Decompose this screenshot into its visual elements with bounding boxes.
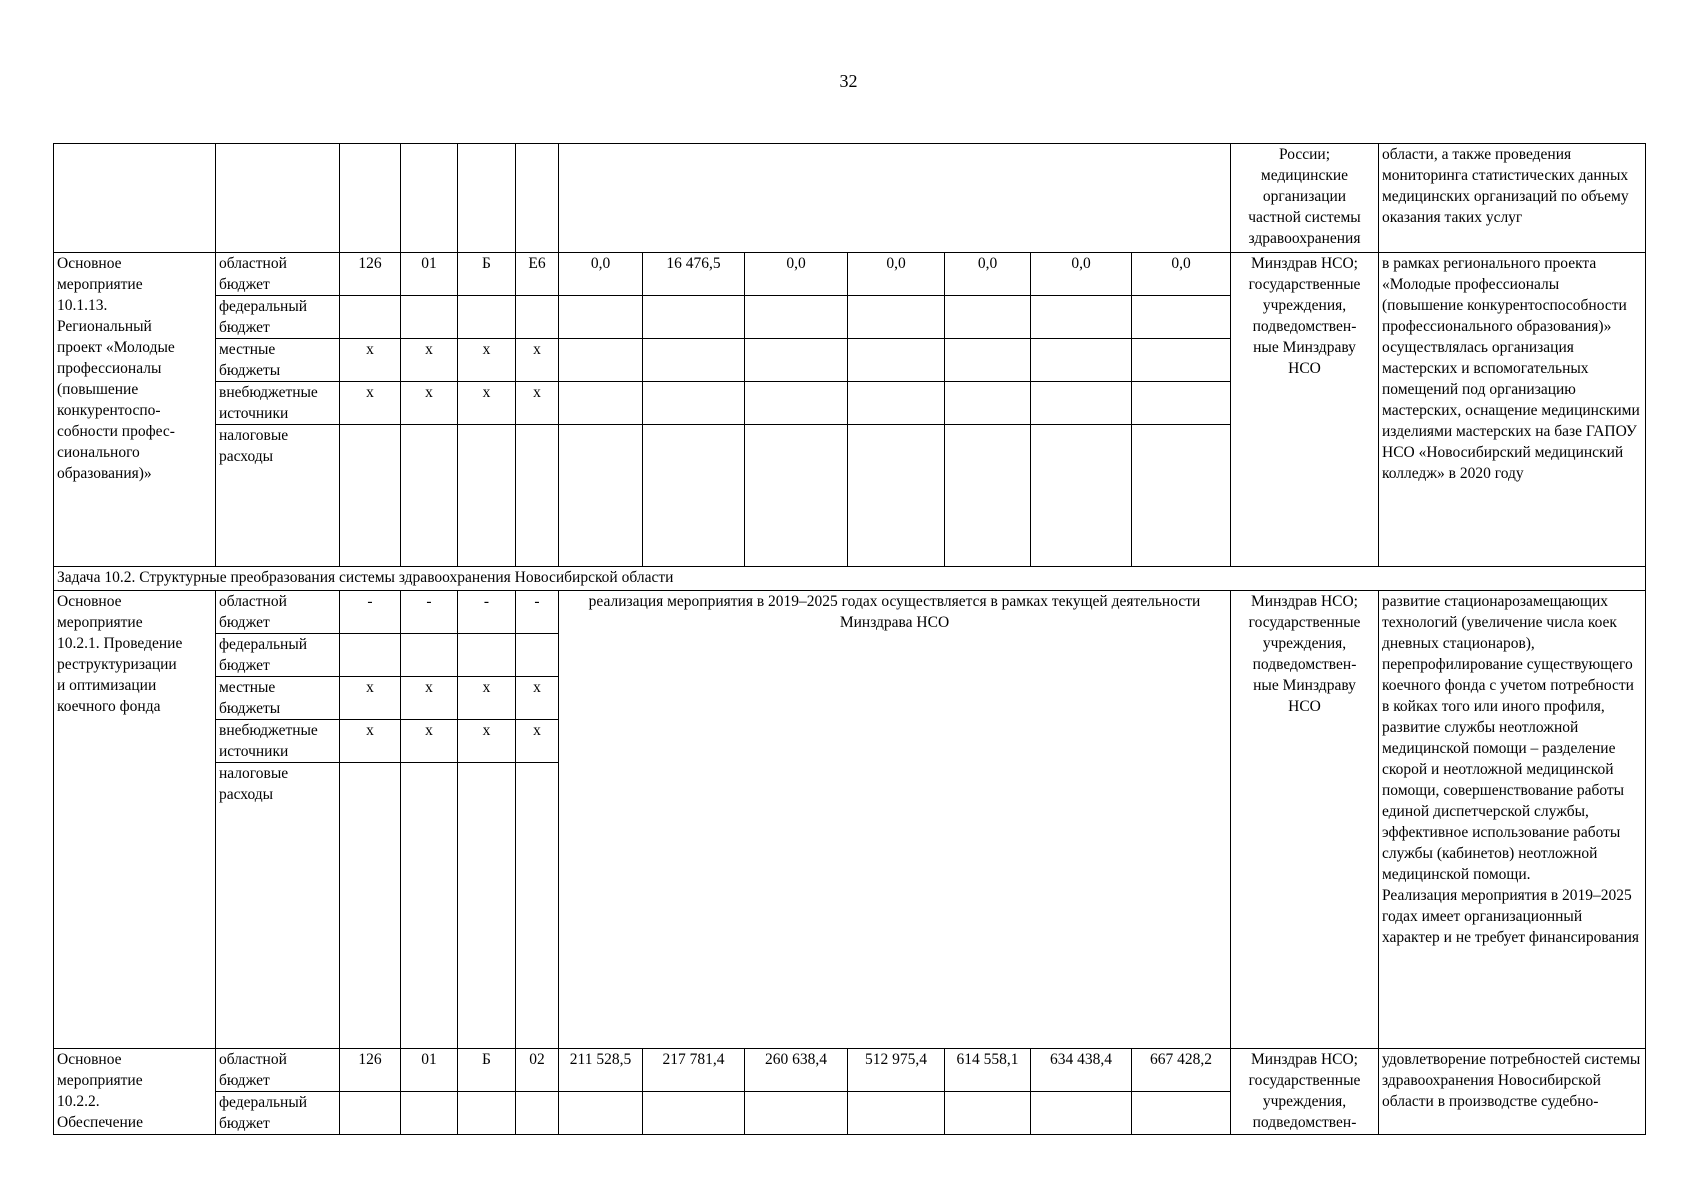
source-label: федеральный бюджет	[216, 1092, 340, 1135]
code-cell: х	[458, 720, 516, 763]
executor-cell: Минздрав НСО; государственные учреждения, подведомствен-	[1231, 1049, 1379, 1135]
task-row	[54, 567, 1646, 591]
code-cell: Б	[458, 1049, 516, 1092]
source-label: местные бюджеты	[216, 677, 340, 720]
code-cell: 02	[516, 1049, 559, 1092]
code-cell: -	[401, 591, 458, 634]
source-label: местные бюджеты	[216, 339, 340, 382]
code-cell: х	[458, 339, 516, 382]
code-cell: х	[401, 720, 458, 763]
result-cell: области, а также проведения мониторинга статистических данных медицинских организаций по объему оказания таких услуг	[1379, 144, 1646, 253]
value-cell: 217 781,4	[643, 1049, 745, 1092]
code-cell: 126	[340, 1049, 401, 1092]
source-label: налоговые расходы	[216, 425, 340, 567]
table-row	[54, 253, 1646, 296]
value-cell: 0,0	[945, 253, 1031, 296]
code-cell: х	[516, 677, 559, 720]
result-cell: в рамках регионального проекта «Молодые профессионалы (повышение конкурентоспособности профессионального образования)» осуществлялась организация мастерских и вспомогательных помещений под организацию мастерских, оснащение медицинскими изделиями мастерских на базе ГАПОУ НСО «Новосибирский медицинский колледж» в 2020 году	[1379, 253, 1646, 567]
event-name: Основное мероприятие 10.2.1. Проведение реструктуризации и оптимизации коечного фонда	[54, 591, 216, 1049]
code-cell: х	[458, 382, 516, 425]
source-label: областной бюджет	[216, 253, 340, 296]
value-cell: 634 438,4	[1031, 1049, 1132, 1092]
table-row	[54, 1049, 1646, 1092]
source-label: областной бюджет	[216, 1049, 340, 1092]
value-cell: 614 558,1	[945, 1049, 1031, 1092]
executor-cell: Минздрав НСО; государственные учреждения, подведомствен- ные Минздраву НСО	[1231, 253, 1379, 567]
value-cell: 0,0	[559, 253, 643, 296]
source-label: областной бюджет	[216, 591, 340, 634]
code-cell: х	[401, 677, 458, 720]
table-row	[54, 591, 1646, 634]
source-label: федеральный бюджет	[216, 296, 340, 339]
cell-source-empty	[216, 144, 340, 253]
source-label: внебюджетные источники	[216, 382, 340, 425]
code-cell: х	[516, 720, 559, 763]
executor-cell: России; медицинские организации частной системы здравоохранения	[1231, 144, 1379, 253]
value-cell: 0,0	[745, 253, 848, 296]
cell-values-empty	[559, 144, 1231, 253]
source-label: налоговые расходы	[216, 763, 340, 1049]
task-heading: Задача 10.2. Структурные преобразования системы здравоохранения Новосибирской области	[54, 567, 1646, 591]
value-cell: 0,0	[1031, 253, 1132, 296]
value-cell: 512 975,4	[848, 1049, 945, 1092]
program-table	[53, 143, 1646, 1135]
code-cell: -	[458, 591, 516, 634]
code-cell: х	[401, 382, 458, 425]
continuation-row	[54, 144, 1646, 253]
code-cell: Е6	[516, 253, 559, 296]
code-cell: х	[340, 339, 401, 382]
code-cell: х	[516, 382, 559, 425]
cell-name-empty	[54, 144, 216, 253]
value-cell: 0,0	[1132, 253, 1231, 296]
code-cell: х	[401, 339, 458, 382]
code-cell: х	[340, 677, 401, 720]
page-number: 32	[839, 71, 858, 91]
code-cell: х	[458, 677, 516, 720]
value-cell: 211 528,5	[559, 1049, 643, 1092]
result-cell: развитие стационарозамещающих технологий (увеличение числа коек дневных стационаров), перепрофилирование существующего коечного фонда с учетом потребности в койках того или иного профиля, развитие службы неотложной медицинской помощи – разделение скорой и неотложной медицинской помощи, совершенствование работы единой диспетчерской службы, эффективное использование работы службы (кабинетов) неотложной медицинской помощи. Реализация мероприятия в 2019–2025 годах имеет организационный характер и не требует финансирования	[1379, 591, 1646, 1049]
value-cell: 16 476,5	[643, 253, 745, 296]
code-cell: х	[516, 339, 559, 382]
code-cell: -	[340, 591, 401, 634]
code-cell: 01	[401, 1049, 458, 1092]
code-cell: х	[340, 382, 401, 425]
source-label: внебюджетные источники	[216, 720, 340, 763]
code-cell: Б	[458, 253, 516, 296]
code-cell: 01	[401, 253, 458, 296]
source-label: федеральный бюджет	[216, 634, 340, 677]
event-name: Основное мероприятие 10.2.2. Обеспечение	[54, 1049, 216, 1135]
event-name: Основное мероприятие 10.1.13. Региональный проект «Молодые профессионалы (повышение конкурентоспо- собности профес- сионального образования)»	[54, 253, 216, 567]
code-cell: 126	[340, 253, 401, 296]
value-cell: 667 428,2	[1132, 1049, 1231, 1092]
funding-note: реализация мероприятия в 2019–2025 годах осуществляется в рамках текущей деятельности Минздрава НСО	[559, 591, 1231, 1049]
executor-cell: Минздрав НСО; государственные учреждения, подведомствен- ные Минздраву НСО	[1231, 591, 1379, 1049]
value-cell: 260 638,4	[745, 1049, 848, 1092]
result-cell: удовлетворение потребностей системы здравоохранения Новосибирской области в производстве судебно-	[1379, 1049, 1646, 1135]
value-cell: 0,0	[848, 253, 945, 296]
code-cell: -	[516, 591, 559, 634]
code-cell: х	[340, 720, 401, 763]
